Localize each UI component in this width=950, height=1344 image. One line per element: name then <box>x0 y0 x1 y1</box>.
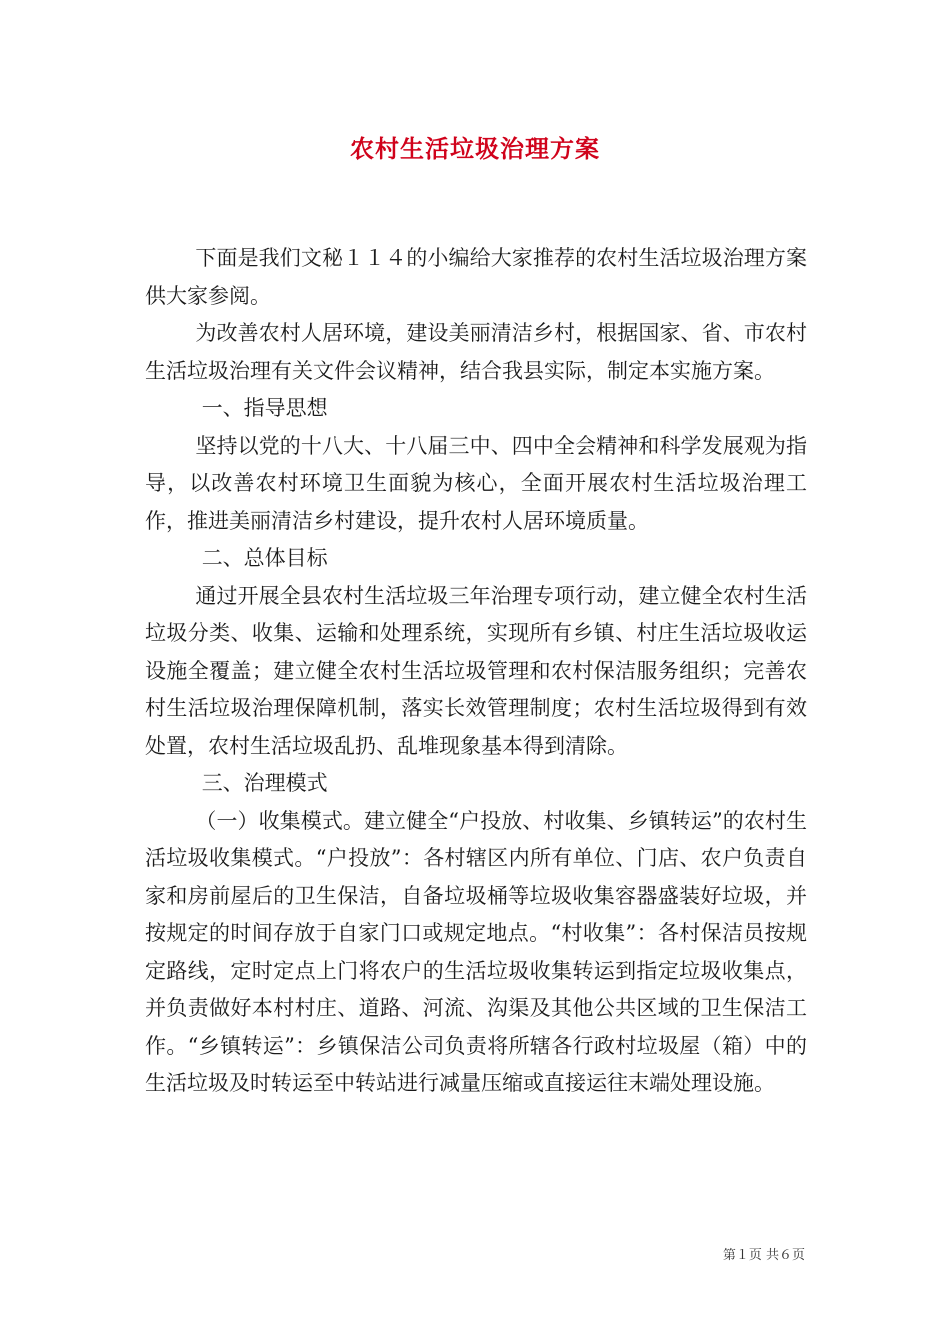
document-title: 农村生活垃圾治理方案 <box>350 134 600 163</box>
section-heading-governance-model: 三、治理模式 <box>201 771 328 795</box>
section-heading-overall-goal: 二、总体目标 <box>201 546 328 570</box>
overall-goal-paragraph: 通过开展全县农村生活垃圾三年治理专项行动，建立健全农村生活垃圾分类、收集、运输和处理系统，实现所有乡镇、村庄生活垃圾收运设施全覆盖；建立健全农村生活垃圾管理和农村保洁服务组织；完善农村生活垃圾治理保障机制，落实长效管理制度；农村生活垃圾得到有效处置，农村生活垃圾乱扔、乱堆现象基本得到清除。 <box>145 583 807 758</box>
purpose-paragraph: 为改善农村人居环境，建设美丽清洁乡村，根据国家、省、市农村生活垃圾治理有关文件会议精神，结合我县实际，制定本实施方案。 <box>145 321 807 383</box>
collection-model-paragraph: （一）收集模式。建立健全“户投放、村收集、乡镇转运”的农村生活垃圾收集模式。“户投放”：各村辖区内所有单位、门店、农户负责自家和房前屋后的卫生保洁，自备垃圾桶等垃圾收集容器盛装好垃圾，并按规定的时间存放于自家门口或规定地点。“村收集”：各村保洁员按规定路线，定时定点上门将农户的生活垃圾收集转运到指定垃圾收集点，并负责做好本村村庄、道路、河流、沟渠及其他公共区域的卫生保洁工作。“乡镇转运”：乡镇保洁公司负责将所辖各行政村垃圾屋（箱）中的生活垃圾及时转运至中转站进行减量压缩或直接运往末端处理设施。 <box>145 808 807 1095</box>
section-heading-guiding-thought: 一、指导思想 <box>201 396 328 420</box>
page-number: 第１页 共６页 <box>722 1248 805 1263</box>
document-body <box>145 240 807 1103</box>
intro-paragraph: 下面是我们文秘１１４的小编给大家推荐的农村生活垃圾治理方案供大家参阅。 <box>145 246 807 308</box>
guiding-thought-paragraph: 坚持以党的十八大、十八届三中、四中全会精神和科学发展观为指导，以改善农村环境卫生面貌为核心，全面开展农村生活垃圾治理工作，推进美丽清洁乡村建设，提升农村人居环境质量。 <box>145 433 807 533</box>
